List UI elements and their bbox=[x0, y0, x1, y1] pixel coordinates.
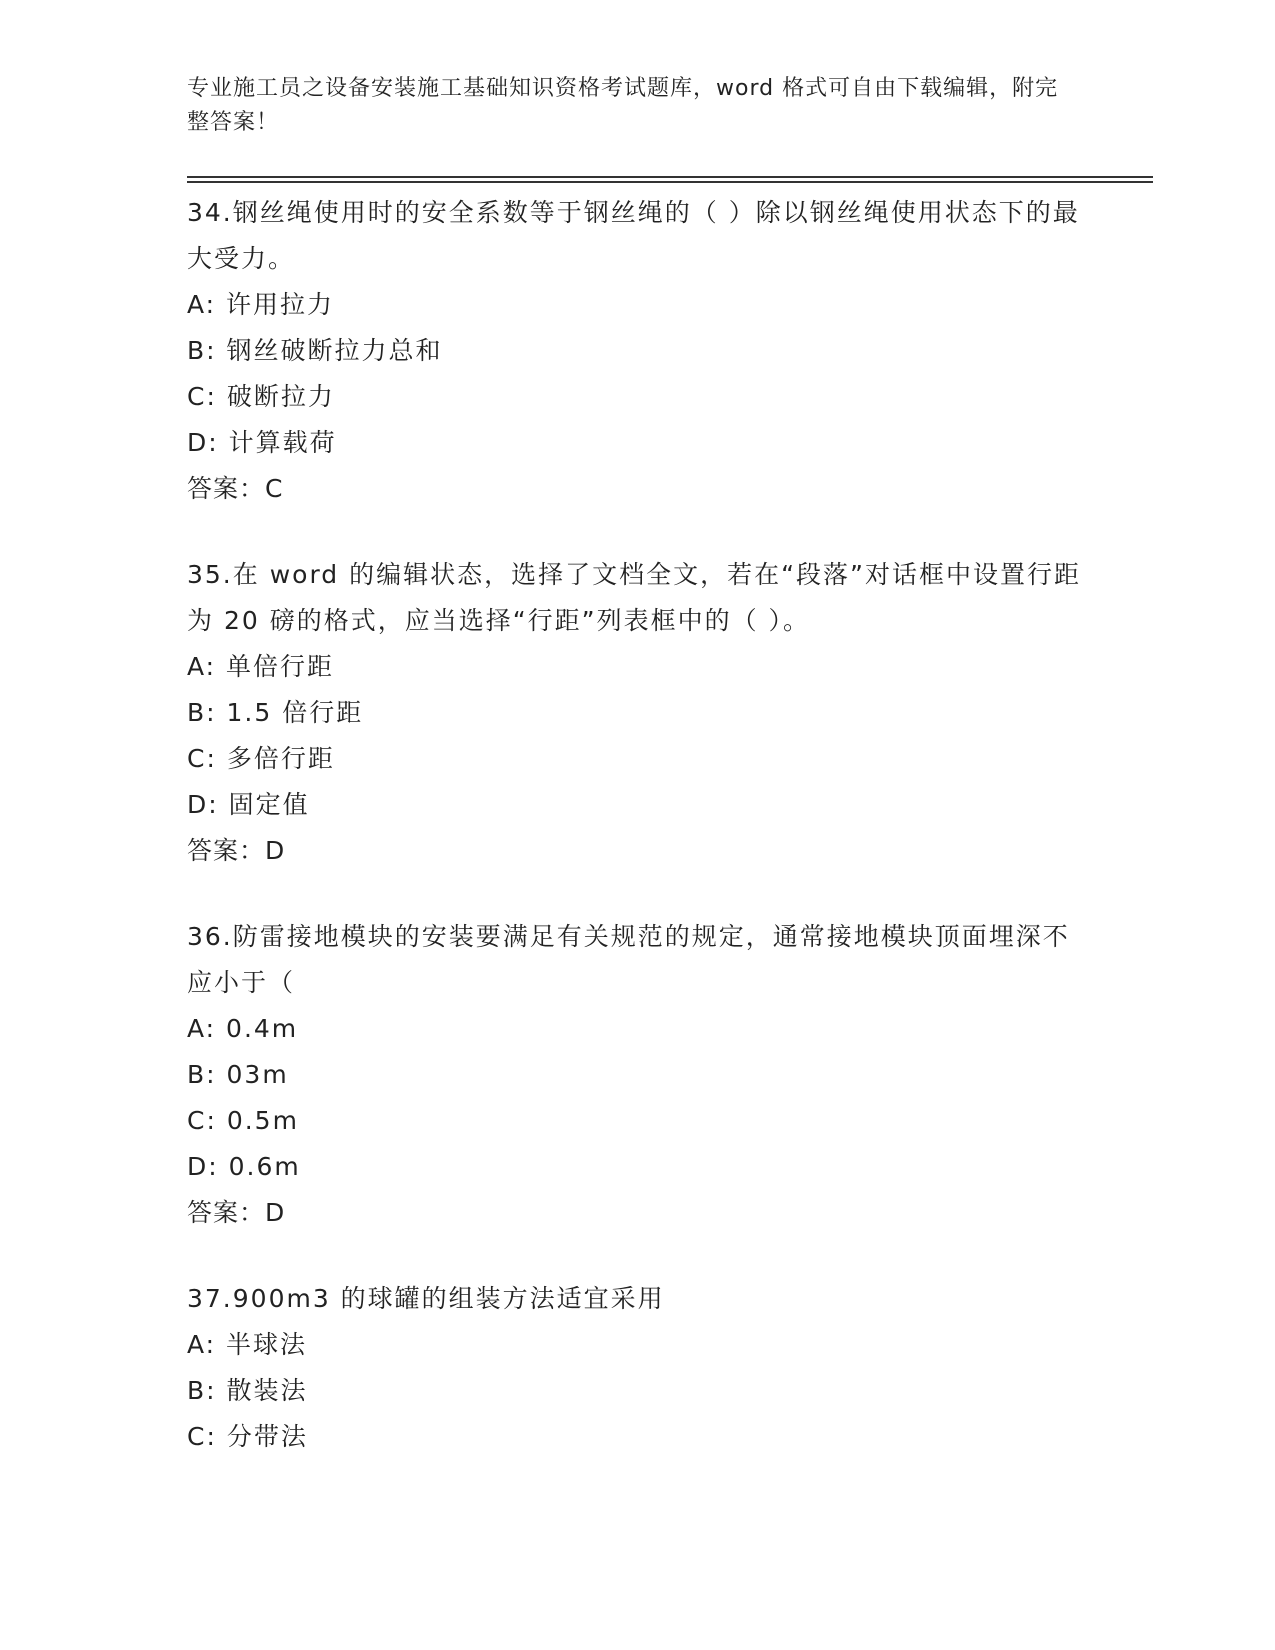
answer-line: 答案：D bbox=[187, 1198, 286, 1227]
option-b: B: 03m bbox=[187, 1060, 289, 1089]
question-35 bbox=[187, 552, 1087, 874]
question-36 bbox=[187, 914, 1087, 1236]
option-a: A: 单倍行距 bbox=[187, 652, 335, 681]
option-b: B: 钢丝破断拉力总和 bbox=[187, 336, 443, 365]
option-d: D: 固定值 bbox=[187, 790, 310, 819]
option-c: C: 分带法 bbox=[187, 1422, 308, 1451]
option-b: B: 散装法 bbox=[187, 1376, 308, 1405]
option-d: D: 计算载荷 bbox=[187, 428, 337, 457]
question-34 bbox=[187, 190, 1087, 512]
answer-line: 答案：C bbox=[187, 474, 284, 503]
question-stem: 37.900m3 的球罐的组装方法适宜采用 bbox=[187, 1284, 665, 1313]
option-c: C: 0.5m bbox=[187, 1106, 299, 1135]
answer-line: 答案：D bbox=[187, 836, 286, 865]
question-list bbox=[187, 190, 1087, 1500]
question-stem: 35.在 word 的编辑状态，选择了文档全文，若在“段落”对话框中设置行距为 20 磅的格式，应当选择“行距”列表框中的（ ）。 bbox=[187, 560, 1082, 635]
option-a: A: 0.4m bbox=[187, 1014, 299, 1043]
option-c: C: 多倍行距 bbox=[187, 744, 335, 773]
header-rule-bottom bbox=[187, 181, 1153, 183]
document-header: 专业施工员之设备安装施工基础知识资格考试题库，word 格式可自由下载编辑，附完整答案！ bbox=[187, 76, 1059, 135]
question-37 bbox=[187, 1276, 1087, 1460]
option-a: A: 许用拉力 bbox=[187, 290, 335, 319]
option-c: C: 破断拉力 bbox=[187, 382, 335, 411]
option-b: B: 1.5 倍行距 bbox=[187, 698, 364, 727]
option-d: D: 0.6m bbox=[187, 1152, 301, 1181]
question-stem: 36.防雷接地模块的安装要满足有关规范的规定，通常接地模块顶面埋深不应小于（ bbox=[187, 922, 1070, 997]
option-a: A: 半球法 bbox=[187, 1330, 308, 1359]
question-stem: 34.钢丝绳使用时的安全系数等于钢丝绳的（ ）除以钢丝绳使用状态下的最大受力。 bbox=[187, 198, 1080, 273]
header-rule-top bbox=[187, 176, 1153, 178]
